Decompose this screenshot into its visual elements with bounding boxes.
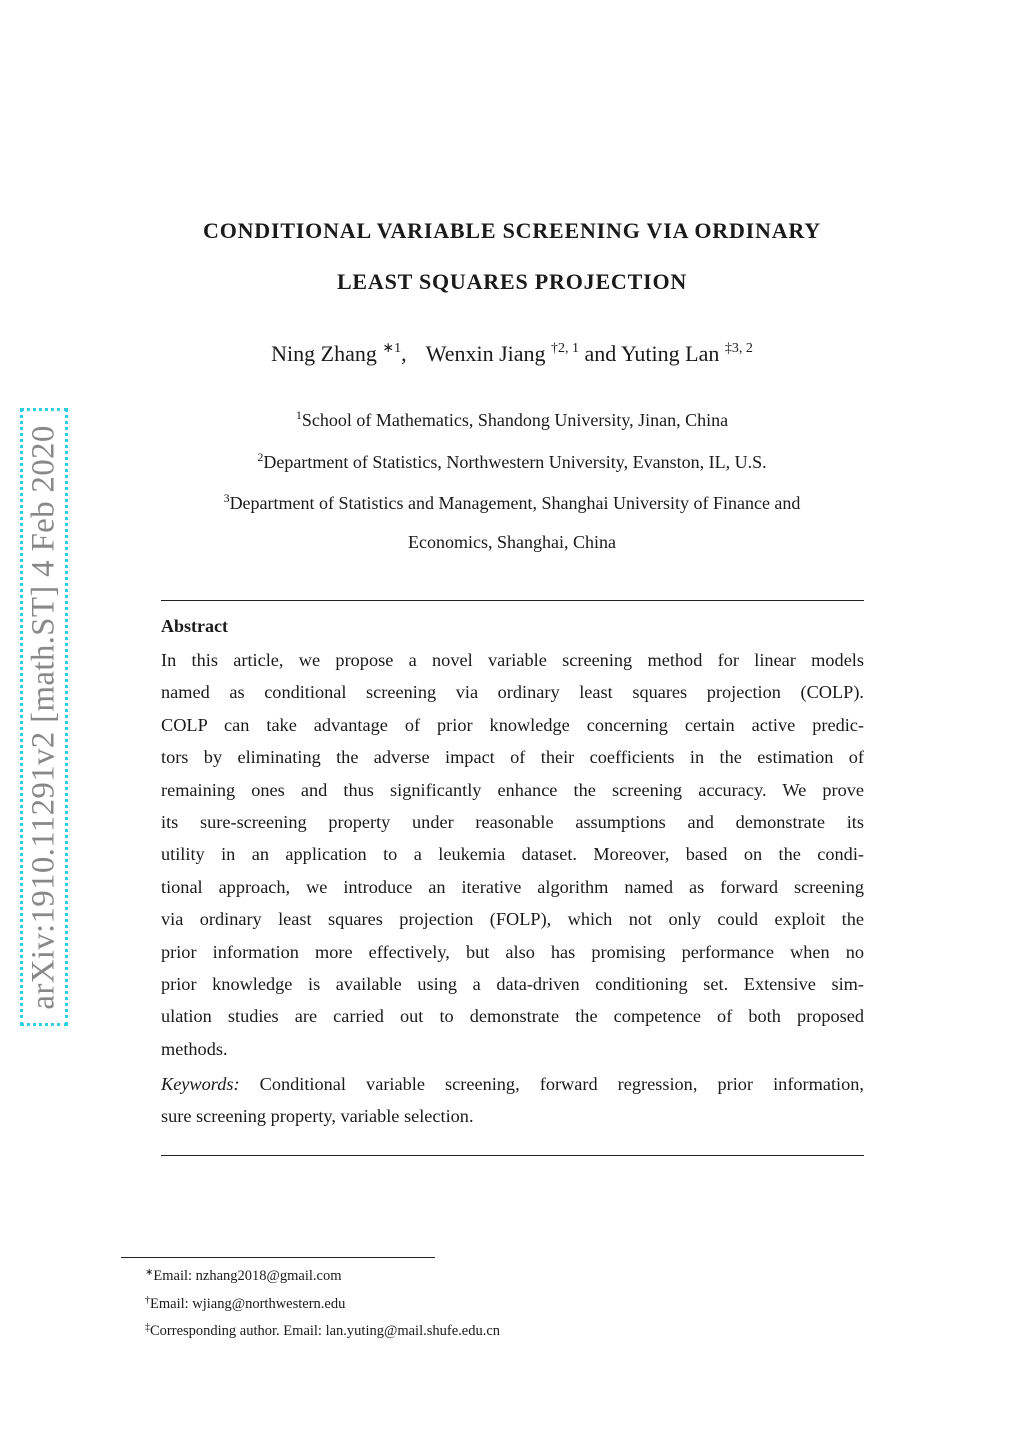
abstract-line: methods. (161, 1038, 228, 1059)
affiliation-text: School of Mathematics, Shandong University, Jinan, China (301, 410, 729, 430)
keywords-text-continued: sure screening property, variable selection. (161, 1106, 474, 1127)
abstract-line: In this article, we propose a novel variable screening method for linear models (161, 650, 864, 670)
abstract-line: via ordinary least squares projection (FOLP), which not only could exploit the (161, 909, 864, 930)
affiliation-text: Economics, Shanghai, China (408, 532, 616, 552)
abstract-line: prior knowledge is available using a data-driven conditioning set. Extensive sim- (161, 973, 864, 994)
footnote-mark: ‡ (145, 1322, 150, 1333)
arxiv-identifier: arXiv:1910.11291v2 [math.ST] 4 Feb 2020 (25, 424, 62, 1010)
footnotes (145, 1261, 500, 1344)
abstract-line: ulation studies are carried out to demonstrate the competence of both proposed (161, 1006, 864, 1027)
title-line-1: CONDITIONAL VARIABLE SCREENING VIA ORDINARY (203, 218, 821, 243)
footnote-3 (145, 1316, 500, 1344)
arxiv-sidebar-stamp (20, 408, 68, 1026)
footnote-text: Email: wjiang@northwestern.edu (150, 1295, 346, 1312)
abstract-line: remaining ones and thus significantly enhance the screening accuracy. We prove (161, 779, 864, 800)
abstract-line: COLP can take advantage of prior knowledge concerning certain active predic- (161, 714, 864, 735)
footnote-mark: ∗ (145, 1267, 154, 1278)
affiliation-1 (150, 408, 874, 431)
title-line-2: LEAST SQUARES PROJECTION (336, 269, 688, 294)
abstract-line: its sure-screening property under reasonable assumptions and demonstrate its (161, 811, 864, 832)
author-affiliation-marks: ‡3, 2 (724, 341, 753, 356)
abstract-line: utility in an application to a leukemia dataset. Moreover, based on the condi- (161, 844, 864, 865)
footnote-text: Email: nzhang2018@gmail.com (153, 1268, 342, 1284)
author-name: Ning Zhang (271, 341, 377, 366)
abstract-line: tional approach, we introduce an iterative algorithm named as forward screening (161, 876, 864, 897)
affiliation-3 (150, 491, 874, 514)
abstract-line: prior information more effectively, but also has promising performance when no (161, 941, 864, 962)
affiliation-text: Department of Statistics, Northwestern University, Evanston, IL, U.S. (263, 452, 767, 472)
keywords-label: Keywords: (161, 1074, 240, 1094)
keywords-text: Conditional variable screening, forward regression, prior information, (239, 1074, 864, 1094)
affiliation-text: Department of Statistics and Management, Shanghai University of Finance and (229, 493, 801, 513)
affiliation-number: 1 (295, 408, 302, 422)
abstract-top-rule (161, 600, 864, 601)
paper-title (100, 205, 924, 307)
affiliation-3-continued (150, 532, 874, 553)
abstract-bottom-rule (161, 1155, 864, 1156)
abstract-line: named as conditional screening via ordinary least squares projection (COLP). (161, 682, 864, 703)
affiliation-number: 2 (257, 450, 264, 464)
affiliation-2 (150, 450, 874, 473)
footnote-2 (145, 1289, 500, 1317)
author-conjunction: and (584, 341, 617, 366)
footnote-1 (145, 1261, 500, 1289)
abstract-body (161, 644, 864, 1065)
author-name: Wenxin Jiang (425, 341, 546, 366)
author-list: Ning Zhang $^{∗1}$, Wenxin Jiang $^{\dagger 2, 1}$ and Yuting Lan $^{\ddagger 3, 2}$ (271, 341, 753, 366)
keywords-block (161, 1068, 864, 1133)
author-affiliation-marks: ∗1 (382, 341, 402, 356)
author-affiliation-marks: †2, 1 (551, 341, 580, 356)
footnote-rule (121, 1257, 435, 1258)
footnote-mark: † (145, 1294, 150, 1306)
abstract-heading: Abstract (161, 616, 228, 636)
footnote-text: Corresponding author. Email: lan.yuting@mail.shufe.edu.cn (150, 1323, 501, 1339)
affiliation-number: 3 (223, 491, 230, 505)
abstract-line: tors by eliminating the adverse impact of their coefficients in the estimation of (161, 747, 864, 768)
author-name: Yuting Lan (620, 341, 720, 366)
